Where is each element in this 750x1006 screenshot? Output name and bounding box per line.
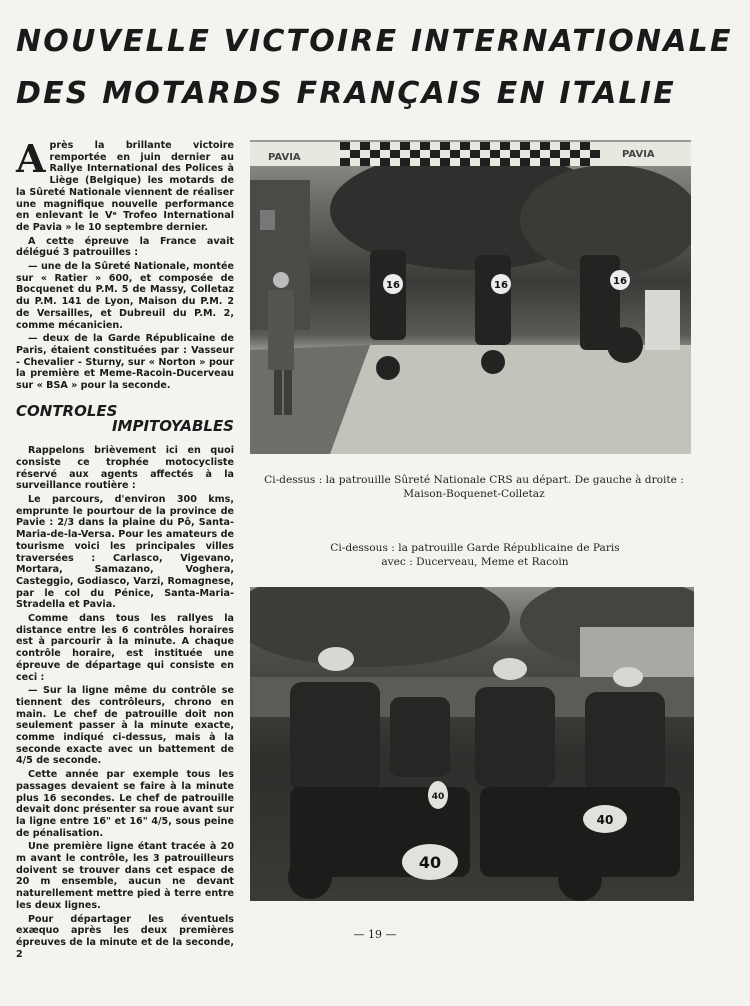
section-heading-line-1: CONTROLES <box>16 401 118 420</box>
caption-bottom-line-1: Ci-dessous : la patrouille Garde Républicaine de Paris <box>330 542 620 554</box>
caption-top-line-1: Ci-dessus : la patrouille Sûreté Nationale CRS au départ. De gauche à droite : <box>264 474 684 486</box>
caption-top <box>250 473 698 501</box>
article-paragraph: Pour départager les éventuels exæquo après les deux premières épreuves de la minute et de la seconde, 2 <box>16 913 234 960</box>
article-paragraph: Le parcours, d'environ 300 kms, emprunte le pourtour de la province de Pavie : 2/3 dans la plaine du Pô, Santa-Maria-de-la-Versa. Pour les amateurs de tourisme voici les principales villes traversées : Carlasco, Vigevano, Mortara, Samazano, Voghera, Casteggio, Godiasco, Varzi, Romagnese, par le col du Pénice, Santa-Maria-Stradella et Pavia. <box>16 493 234 611</box>
article-paragraph: A cette épreuve la France avait délégué 3 patrouilles : <box>16 235 234 259</box>
article-paragraph <box>16 136 234 234</box>
banner-right-text: PAVIA <box>622 149 655 160</box>
article-paragraph: — deux de la Garde Républicaine de Paris, étaient constituées par : Vasseur - Chevalier - Sturny, sur « Norton » pour la première et Meme-Racoin-Ducerveau sur « BSA » pour la seconde. <box>16 333 234 392</box>
photo-garde-republicaine-patrol <box>250 587 694 901</box>
headline-line-2: DES MOTARDS FRANÇAIS EN ITALIE <box>16 76 676 111</box>
article-paragraph: — Sur la ligne même du contrôle se tiennent des contrôleurs, chrono en main. Le chef de patrouille doit non seulement passer à la minute exacte, comme indiqué ci-dessus, mais à la seconde exacte avec un battement de 4/5 de seconde. <box>16 685 234 767</box>
race-plate-number: 40 <box>418 853 442 872</box>
photo-surete-nationale-patrol <box>250 140 691 454</box>
article-column <box>16 136 234 962</box>
article-paragraph: Rappelons brièvement ici en quoi consiste ce trophée motocycliste réservé aux agents affectés à la surveillance routière : <box>16 445 234 492</box>
banner-left-text: PAVIA <box>268 152 301 163</box>
page-number: — 19 — <box>353 928 397 941</box>
race-plate-number: 40 <box>596 813 614 827</box>
article-paragraph: — une de la Sûreté Nationale, montée sur « Ratier » 600, et composée de Bocquenet du P.M. 5 de Massy, Colletaz du P.M. 141 de Lyon, Maison du P.M. 2 de Versailles, et Dubreuil du P.M. 2, comme mécanicien. <box>16 261 234 331</box>
section-heading-line-2: IMPITOYABLES <box>111 417 234 436</box>
article-text: près la brillante victoire remportée en juin dernier au Rallye International des Polices à Liège (Belgique) les motards de la Sûreté Nationale viennent de réaliser une magnifique nouvelle performance en enlevant le Vᵉ Trofeo International de Pavia » le 10 septembre dernier. <box>16 140 234 233</box>
article-paragraph: Une première ligne étant tracée à 20 m avant le contrôle, les 3 patrouilleurs doivent se trouver dans cet espace de 20 m ensemble, aucun ne devant naturellement mettre pied à terre entre les deux lignes. <box>16 841 234 911</box>
caption-top-line-2: Maison-Boquenet-Colletaz <box>403 488 545 500</box>
drop-cap: A <box>16 136 46 181</box>
race-plate-number: 40 <box>431 792 445 802</box>
photo-2-drawing <box>250 587 694 901</box>
article-paragraph: Cette année par exemple tous les passages devaient se faire à la minute plus 16 secondes. Le chef de patrouille devait donc présenter sa roue avant sur la ligne entre 16" et 16" 4/5, sous peine de pénalisation. <box>16 769 234 839</box>
article-paragraph: Comme dans tous les rallyes la distance entre les 6 contrôles horaires est à parcourir à la minute. A chaque contrôle horaire, est instituée une épreuve de départage qui consiste en ceci : <box>16 613 234 683</box>
headline-line-1: NOUVELLE VICTOIRE INTERNATIONALE <box>16 24 733 59</box>
caption-bottom <box>300 541 650 569</box>
race-plate-number: 16 <box>494 280 508 291</box>
photo-1-drawing <box>250 140 691 454</box>
race-plate-number: 16 <box>386 280 400 291</box>
caption-bottom-line-2: avec : Ducerveau, Meme et Racoin <box>381 556 569 568</box>
race-plate-number: 16 <box>613 276 627 287</box>
